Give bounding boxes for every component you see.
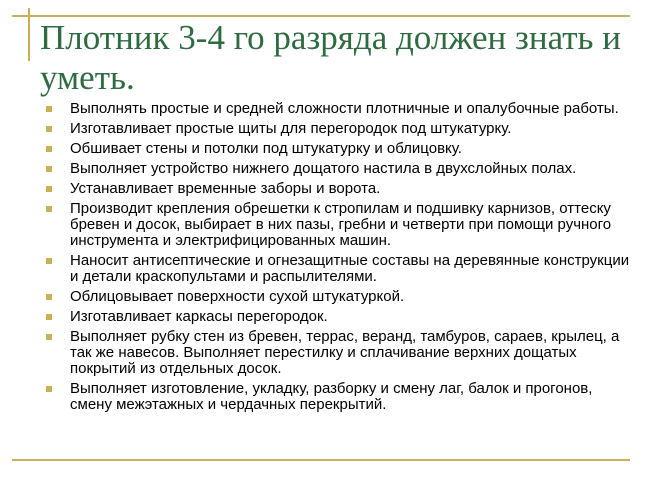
bullet-item [46,381,636,413]
bullet-item [46,309,636,325]
bullet-text: Выполнять простые и средней сложности плотничные и опалубочные работы. [70,100,619,117]
bullet-item [46,201,636,249]
top-divider [12,15,630,17]
bullet-item [46,253,636,285]
bullet-item [46,181,636,197]
bullet-text: Выполняет устройство нижнего дощатого настила в двухслойных полах. [70,160,577,177]
square-bullet-icon [46,166,52,172]
left-accent-line [28,8,30,61]
bullet-item [46,329,636,377]
bullet-text: Изготавливает каркасы перегородок. [70,308,328,325]
bullet-text: Обшивает стены и потолки под штукатурку и облицовку. [70,140,462,157]
bottom-divider [12,459,630,461]
bullet-item [46,101,636,117]
bullet-item [46,141,636,157]
bullet-item [46,161,636,177]
square-bullet-icon [46,294,52,300]
square-bullet-icon [46,334,52,340]
bullet-text: Устанавливает временные заборы и ворота. [70,180,381,197]
square-bullet-icon [46,106,52,112]
square-bullet-icon [46,186,52,192]
bullet-text: Выполняет рубку стен из бревен, террас, веранд, тамбуров, сараев, крылец, а так же навесов. Выполняет перестилку и сплачивание верхних дощатых покрытий из отдельных досок. [70,328,620,377]
bullet-text: Выполняет изготовление, укладку, разборку и смену лаг, балок и прогонов, смену межэтажных и чердачных перекрытий. [70,380,593,413]
square-bullet-icon [46,146,52,152]
bullet-text: Облицовывает поверхности сухой штукатуркой. [70,288,405,305]
bullet-list [46,101,636,417]
bullet-text: Наносит антисептические и огнезащитные составы на деревянные конструкции и детали краскопультами и распылителями. [70,252,630,285]
bullet-item [46,121,636,137]
bullet-text: Производит крепления обрешетки к стропилам и подшивку карнизов, оттеску бревен и досок, выбирает в них пазы, гребни и четверти при помощи ручного инструмента и электрифицированных машин. [70,200,612,249]
square-bullet-icon [46,386,52,392]
slide-title: Плотник 3-4 го разряда должен знать и уметь. [40,18,621,97]
bullet-item [46,289,636,305]
bullet-text: Изготавливает простые щиты для перегородок под штукатурку. [70,120,512,137]
square-bullet-icon [46,258,52,264]
square-bullet-icon [46,126,52,132]
square-bullet-icon [46,206,52,212]
square-bullet-icon [46,314,52,320]
